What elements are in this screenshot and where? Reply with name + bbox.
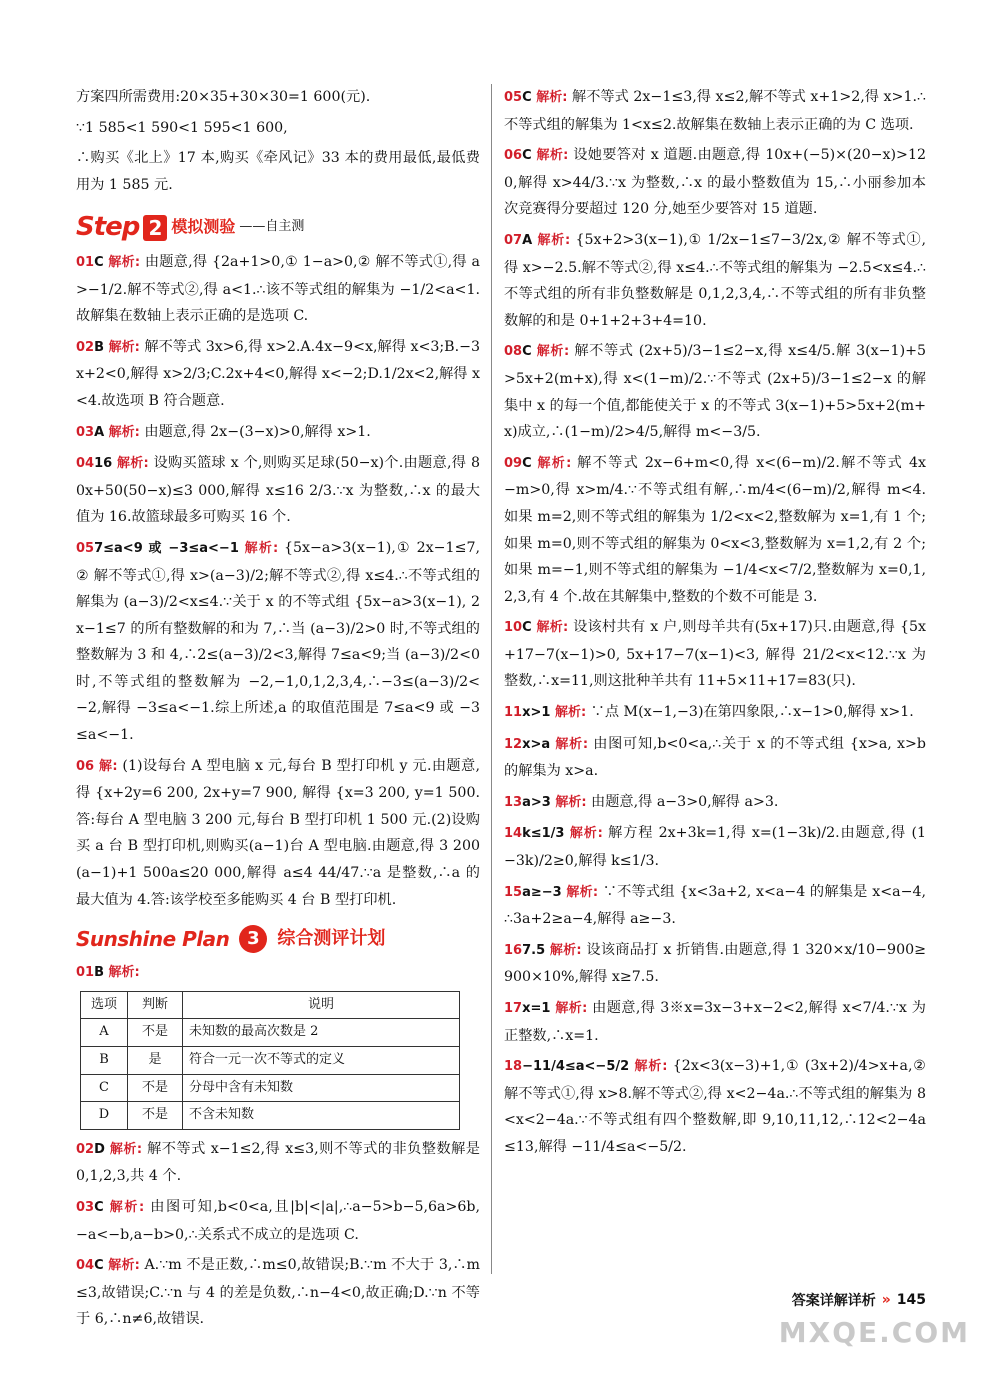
analysis-label: 解析: (634, 1059, 668, 1075)
analysis-label: 解析: (108, 424, 140, 440)
table-row (81, 1047, 460, 1075)
page-number: 145 (896, 1292, 926, 1308)
analysis-text: 解不等式 3x>6,得 x>2.A.4x−9<x,解得 x<3;B.−3x+2<0,解得 x>2/3;C.2x+4<0,解得 x<−2;D.1/2x<2,解得 x<4.故选项 B 符合题意. (76, 338, 481, 409)
analysis-text: 由题意,得 2x−(3−x)>0,解得 x>1. (144, 423, 371, 440)
table-cell: 是 (128, 1047, 183, 1075)
table-cell: 不含未知数 (183, 1102, 460, 1130)
question-number: 02 (76, 339, 95, 355)
analysis-label: 解析: (536, 148, 569, 164)
table-cell: A (81, 1019, 128, 1047)
analysis-label: 解析: (536, 620, 569, 636)
step-subtitle: ——自主测 (239, 219, 305, 235)
question-answer: D (94, 1141, 105, 1157)
table-cell: 未知数的最高次数是 2 (183, 1019, 460, 1047)
question-item (504, 789, 926, 817)
question-item (76, 535, 480, 749)
plan-title: 综合测评计划 (277, 927, 386, 949)
table-header: 判断 (128, 991, 183, 1019)
table-header: 说明 (183, 991, 460, 1019)
question-item (504, 142, 926, 223)
intro-line-2: ∵1 585<1 590<1 595<1 600, (76, 119, 288, 136)
question-number: 03 (76, 1199, 95, 1215)
analysis-text: 解不等式 2x−1≤3,得 x≤2,解不等式 x+1>2,得 x>1.∴不等式组的解集为 1<x≤2.故解集在数轴上表示正确的为 C 选项. (504, 89, 927, 133)
analysis-text: 由题意,得 3※x=3x−3+x−2<2,解得 x<7/4.∵x 为正整数,∴x=1. (504, 1000, 926, 1044)
analysis-label: 解析: (536, 344, 570, 360)
question-number: 01 (76, 965, 95, 981)
page-footer (792, 1290, 926, 1310)
step-header (76, 214, 480, 241)
question-item (504, 1053, 926, 1160)
table-row (81, 1074, 460, 1102)
analysis-text: 设购买篮球 x 个,则购买足球(50−x)个.由题意,得 80x+50(50−x)≤3 000,解得 x≤16 2/3.∵x 为整数,∴x 的最大值为 16.故篮球最多可购买 16 个. (76, 455, 481, 526)
question-item (504, 338, 926, 445)
question-number: 03 (76, 424, 95, 440)
question-item (76, 753, 480, 914)
question-answer: A (522, 232, 533, 248)
table-cell: D (81, 1102, 128, 1130)
analysis-text: 设该村共有 x 户,则母羊共有(5x+17)只.由题意,得 {5x+17−7(x−1)>0, 5x+17−7(x−1)<3, 解得 21/2<x<12.∵x 为整数,∴x=11,则这批种羊共有 11+5×11+17=83(只). (504, 619, 927, 690)
analysis-text: ∵不等式组 {x<3a+2, x<a−4 的解集是 x<a−4,∴3a+2≥a−4,解得 a≥−3. (504, 883, 926, 928)
left-column (76, 84, 480, 1337)
question-number: 08 (504, 344, 523, 360)
analysis-text: 解不等式 (2x+5)/3−1≤2−x,得 x≤4/5.解 3(x−1)+5>5x+2(m+x),得 x<(1−m)/2.∵不等式 (2x+5)/3−1≤2−x 的解集中 x 的每一个值,都能使关于 x 的不等式 3(x−1)+5>5x+2(m+x)成立,∴(1−m)/2>4/5,解得 m<−3/5. (504, 343, 927, 441)
analysis-text: 由图可知,b<0<a,且|b|<|a|,∴a−5>b−5,6a>6b,−a<−b,a−b>0,∴关系式不成立的是选项 C. (76, 1198, 480, 1243)
question-answer: C (522, 620, 532, 636)
question-number: 06 (504, 148, 523, 164)
question-answer: 7.5 (522, 942, 546, 958)
analysis-text: 解不等式 x−1≤2,得 x≤3,则不等式的非负整数解是 0,1,2,3,共 4 个. (76, 1140, 480, 1185)
analysis-label: 解析: (244, 540, 279, 556)
analysis-label: 解析: (108, 339, 140, 355)
analysis-text: A.∵m 不是正数,∴m≤0,故错误;B.∵m 不大于 3,∴m≤3,故错误;C.∵n 与 4 的差是负数,∴n−4<0,故正确;D.∵n 不等于 6,∴n≠6,故错误. (76, 1257, 480, 1328)
question-answer: C (94, 1258, 104, 1274)
table-cell: 不是 (128, 1102, 183, 1130)
question-item (504, 450, 926, 611)
question-answer: a≥−3 (522, 884, 562, 900)
table-header: 选项 (81, 991, 128, 1019)
question-number: 04 (76, 456, 95, 472)
analysis-label: 解析: (549, 942, 582, 958)
table-cell: B (81, 1047, 128, 1075)
question-number: 14 (504, 826, 523, 842)
question-number: 13 (504, 794, 523, 810)
question-item (504, 84, 926, 138)
question-item (76, 1252, 480, 1333)
question-item (504, 614, 926, 695)
analysis-label: 解析: (537, 455, 572, 471)
question-number: 02 (76, 1141, 95, 1157)
question-answer: 16 (94, 456, 113, 472)
double-arrow-icon: » (881, 1292, 891, 1308)
table-cell: 不是 (128, 1074, 183, 1102)
analysis-label: 解析: (108, 965, 140, 981)
plan-header (76, 925, 480, 953)
question-answer: x>a (522, 736, 551, 752)
question-number: 01 (76, 254, 95, 270)
analysis-text: 设她要答对 x 道题.由题意,得 10x+(−5)×(20−x)>120,解得 x>44/3.∵x 为整数,∴x 的最小整数值为 15,∴小丽参加本次竞赛得分要超过 120 分,她至少要答对 15 道题. (504, 147, 927, 218)
step-title: 模拟测验 (171, 217, 236, 237)
table-cell: C (81, 1074, 128, 1102)
analysis-label: 解析: (537, 232, 571, 248)
right-column (504, 84, 926, 1165)
analysis-text: ∵点 M(x−1,−3)在第四象限,∴x−1>0,解得 x>1. (590, 704, 914, 721)
analysis-text: 由题意,得 a−3>0,解得 a>3. (591, 793, 779, 810)
question-item (504, 227, 926, 334)
question-answer: B (94, 339, 105, 355)
plan-number: 3 (239, 925, 267, 953)
question-answer: k≤1/3 (522, 826, 565, 842)
question-answer: C (522, 148, 532, 164)
analysis-label: 解析: (555, 1001, 588, 1016)
analysis-text: 由题意,得 {2a+1>0,① 1−a>0,② 解不等式①,得 a>−1/2.解不等式②,得 a<1.∴该不等式组的解集为 −1/2<a<1.故解集在数轴上表示正确的是选项 C. (76, 253, 480, 325)
question-number: 04 (76, 1258, 95, 1274)
table-cell: 分母中含有未知数 (183, 1074, 460, 1102)
analysis-label: 解析: (109, 1199, 145, 1215)
analysis-text: 解不等式 2x−6+m<0,得 x<(6−m)/2.解不等式 4x−m>0,得 x>m/4.∵不等式组有解,∴m/4<(6−m)/2,解得 m<4.如果 m=2,则不等式组的解集为 1/2<x<2,整数解为 x=1,有 1 个;如果 m=0,则不等式组的解集为 0<x<3,整数解为 x=1,2,有 2 个;如果 m=−1,则不等式组的解集为 −1/4<x<7/2,整数解为 x=0,1,2,3,有 4 个.故在其解集中,整数的个数不可能是 3. (504, 454, 926, 605)
question-item (76, 1194, 480, 1248)
question-number: 07 (504, 232, 523, 248)
question-number: 05 (76, 540, 95, 556)
analysis-text: {5x+2>3(x−1),① 1/2x−1≤7−3/2x,② 解不等式①,得 x>−2.5.解不等式②,得 x≤4.∴不等式组的解集为 −2.5<x≤4.∴不等式组的所有非负整数解是 0,1,2,3,4,∴不等式组的所有非负整数解的和是 0+1+2+3+4=10. (504, 231, 927, 329)
judgement-table (80, 991, 460, 1130)
question-number: 17 (504, 1001, 523, 1016)
analysis-label: 解析: (536, 90, 568, 105)
question-answer: C (94, 1199, 104, 1215)
analysis-text: {2x<3(x−3)+1,① (3x+2)/4>x+a,② 解不等式①,得 x>8.解不等式②,得 x<2−4a.∴不等式组的解集为 8<x<2−4a.∵不等式组有四个整数解,即 9,10,11,12,∴12<2−4a≤13,解得 −11/4≤a<−5/2. (504, 1058, 927, 1155)
analysis-label: 解析: (116, 456, 149, 472)
question-answer: B (94, 965, 105, 981)
left-items (76, 249, 480, 913)
question-item (76, 334, 480, 415)
question-item (76, 450, 480, 531)
question-item (504, 699, 926, 727)
table-cell: 不是 (128, 1019, 183, 1047)
question-answer: a>3 (522, 794, 551, 810)
question-number: 10 (504, 620, 523, 636)
table-row (81, 1102, 460, 1130)
question-number: 18 (504, 1059, 523, 1075)
analysis-text: (1)设每台 A 型电脑 x 元,每台 B 型打印机 y 元.由题意,得 {x+2y=6 200, 2x+y=7 900, 解得 {x=3 200, y=1 500.答:每台 A 型电脑 3 200 元,每台 B 型打印机 1 500 元.(2)设购买 a 台 B 型打印机,则购买(a−1)台 A 型电脑.由题意,得 3 200(a−1)+1 500a≤20 000,解得 a≤4 44/47.∵a 是整数,∴a 的最大值为 4.答:该学校至多能购买 4 台 B 型打印机. (76, 757, 480, 908)
question-number: 06 (76, 758, 95, 774)
question-item (76, 419, 480, 447)
analysis-label: 解析: (566, 884, 599, 900)
question-number: 09 (504, 455, 523, 471)
analysis-label: 解: (98, 758, 118, 774)
question-item (76, 249, 480, 330)
plan-word: Sunshine Plan (76, 926, 230, 951)
intro-line-1: 方案四所需费用:20×35+30×30=1 600(元). (76, 89, 371, 105)
question-answer: x>1 (522, 705, 551, 721)
question-number: 12 (504, 736, 523, 752)
analysis-text: 由图可知,b<0<a,∴关于 x 的不等式组 {x>a, x>b 的解集为 x>a. (504, 735, 926, 780)
analysis-text: 设该商品打 x 折销售.由题意,得 1 320×x/10−900≥900×10%,解得 x≥7.5. (504, 941, 927, 986)
analysis-label: 解析: (108, 254, 141, 270)
analysis-label: 解析: (109, 1141, 143, 1157)
left-items-2 (76, 1136, 480, 1333)
table-cell: 符合一元一次不等式的定义 (183, 1047, 460, 1075)
step-number: 2 (143, 215, 167, 241)
table-row (81, 1019, 460, 1047)
question-answer: A (94, 424, 105, 440)
question-answer: C (522, 344, 532, 360)
analysis-text: 解方程 2x+3k=1,得 x=(1−3k)/2.由题意,得 (1−3k)/2≥0,解得 k≤1/3. (504, 825, 927, 870)
step-word: Step (76, 212, 140, 243)
analysis-label: 解析: (555, 736, 589, 752)
question-answer: 7≤a<9 或 −3≤a<−1 (94, 540, 239, 556)
analysis-label: 解析: (108, 1258, 140, 1274)
watermark: MXQE.COM (778, 1316, 970, 1349)
question-number: 16 (504, 942, 523, 958)
question-item (504, 820, 926, 874)
question-answer: C (522, 455, 532, 471)
analysis-label: 解析: (554, 705, 587, 721)
question-item (504, 879, 926, 933)
question-answer: −11/4≤a<−5/2 (522, 1059, 630, 1075)
intro-line-3: ∴购买《北上》17 本,购买《牵风记》33 本的费用最低,最低费用为 1 585 元. (76, 150, 480, 193)
question-item (76, 1136, 480, 1190)
column-divider (491, 84, 492, 1274)
question-number: 15 (504, 884, 523, 900)
analysis-label: 解析: (569, 826, 603, 842)
question-item (504, 937, 926, 991)
analysis-label: 解析: (555, 794, 587, 810)
question-item (504, 731, 926, 785)
question-answer: C (522, 90, 532, 105)
question-number: 11 (504, 705, 523, 721)
table-header-row (81, 991, 460, 1019)
analysis-text: {5x−a>3(x−1),① 2x−1≤7,② 解不等式①,得 x>(a−3)/2;解不等式②,得 x≤4.∴不等式组的解集为 (a−3)/2<x≤4.∵关于 x 的不等式组 {5x−a>3(x−1), 2x−1≤7 的所有整数解的和为 7,∴当 (a−3)/2>0 时,不等式组的整数解为 3 和 4,∴2≤(a−3)/2<3,解得 7≤a<9;当 (a−3)/2<0 时,不等式组的整数解为 −2,−1,0,1,2,3,4,∴−3≤(a−3)/2<−2,解得 −3≤a<−1.综上所述,a 的取值范围是 7≤a<9 或 −3≤a<−1. (76, 539, 481, 744)
question-number: 05 (504, 90, 523, 105)
question-item (76, 959, 480, 987)
question-item (504, 995, 926, 1049)
question-answer: C (94, 254, 104, 270)
question-answer: x=1 (522, 1001, 551, 1016)
footer-title: 答案详解详析 (791, 1293, 876, 1309)
